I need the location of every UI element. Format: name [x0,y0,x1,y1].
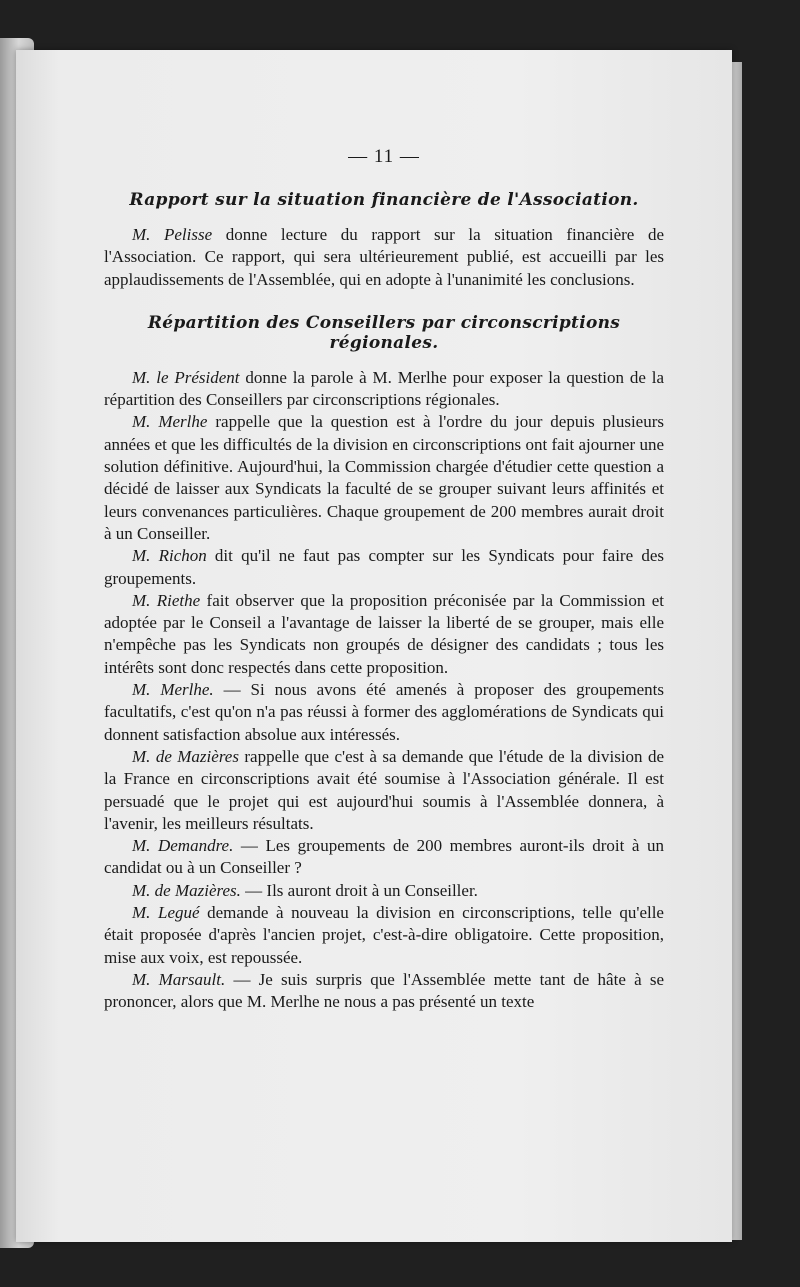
paragraph [104,590,664,679]
speaker-name: M. Marsault. [132,969,226,989]
paragraph [104,367,664,412]
paragraph-text: fait observer que la proposition préconisée par la Commission et adoptée par le Conseil a l'avantage de laisser la liberté de se grouper, mais elle n'empêche pas les Syndicats non groupés de désigner des candidats ; tous les intérêts sont donc respectés dans cette proposition. [104,590,664,677]
speaker-name: M. le Président [132,367,240,387]
speaker-name: M. Richon [132,546,207,566]
speaker-name: M. Demandre. [132,836,234,856]
paragraph [104,902,664,969]
paragraph [104,969,664,1014]
speaker-name: M. Riethe [132,590,201,610]
speaker-name: M. Merlhe. [132,680,214,700]
speaker-name: M. de Mazières. [132,880,241,900]
section-heading-repartition: Répartition des Conseillers par circonscriptions régionales. [147,312,621,353]
section-heading-finances: Rapport sur la situation financière de l'Association. [129,190,639,210]
book-page [16,50,732,1242]
paragraph [104,224,664,291]
paragraph [104,835,664,880]
paragraph [104,880,664,902]
speaker-name: M. Legué [132,903,200,923]
speaker-name: M. Merlhe [132,412,208,432]
speaker-name: M. de Mazières [132,746,239,766]
page-number: — 11 — [348,146,420,167]
paragraph-text: demande à nouveau la division en circonscriptions, telle qu'elle était proposée d'après l'ancien projet, c'est-à-dire obligatoire. Cette proposition, mise aux voix, est repoussée. [104,903,664,967]
paragraph-text: rappelle que c'est à sa demande que l'étude de la division de la France en circonscriptions avait été soumise à l'Association générale. Il est persuadé que le projet qui est aujourd'hui soumis à l'Assemblée donnera, à l'avenir, les meilleurs résultats. [104,746,664,833]
paragraph [104,679,664,746]
paragraph [104,411,664,545]
paragraph [104,545,664,590]
paragraph-text: — Si nous avons été amenés à proposer des groupements facultatifs, c'est qu'on n'a pas réussi à former des agglomérations de Syndicats qui donnent satisfaction absolue aux intéressés. [104,680,664,744]
page-content [104,146,664,1014]
paragraph-text: dit qu'il ne faut pas compter sur les Syndicats pour faire des groupements. [104,546,664,588]
paragraph-text: donne la parole à M. Merlhe pour exposer la question de la répartition des Conseillers par circonscriptions régionales. [104,367,664,410]
paragraph-text: — Les groupements de 200 membres auront-ils droit à un candidat ou à un Conseiller ? [104,836,664,878]
paragraph [104,746,664,835]
paragraph-text: — Je suis surpris que l'Assemblée mette tant de hâte à se prononcer, alors que M. Merlhe ne nous a pas présenté un texte [104,969,665,1012]
paragraph-text: — Ils auront droit à un Conseiller. [240,880,478,900]
speaker-name: M. Pelisse [132,225,213,244]
paragraph-text: donne lecture du rapport sur la situation financière de l'Association. Ce rapport, qui sera ultérieurement publié, est accueilli par les applaudissements de l'Assemblée, qui en adopte à l'unanimité les conclusions. [104,225,664,289]
paragraph-text: rappelle que la question est à l'ordre du jour depuis plusieurs années et que les difficultés de la division en circonscriptions ont fait ajourner une solution définitive. Aujourd'hui, la Commission chargée d'étudier cette question a décidé de laisser aux Syndicats la faculté de se grouper suivant leurs affinités et leurs convenances particulières. Chaque groupement de 200 membres aurait droit à un Conseiller. [104,412,664,543]
